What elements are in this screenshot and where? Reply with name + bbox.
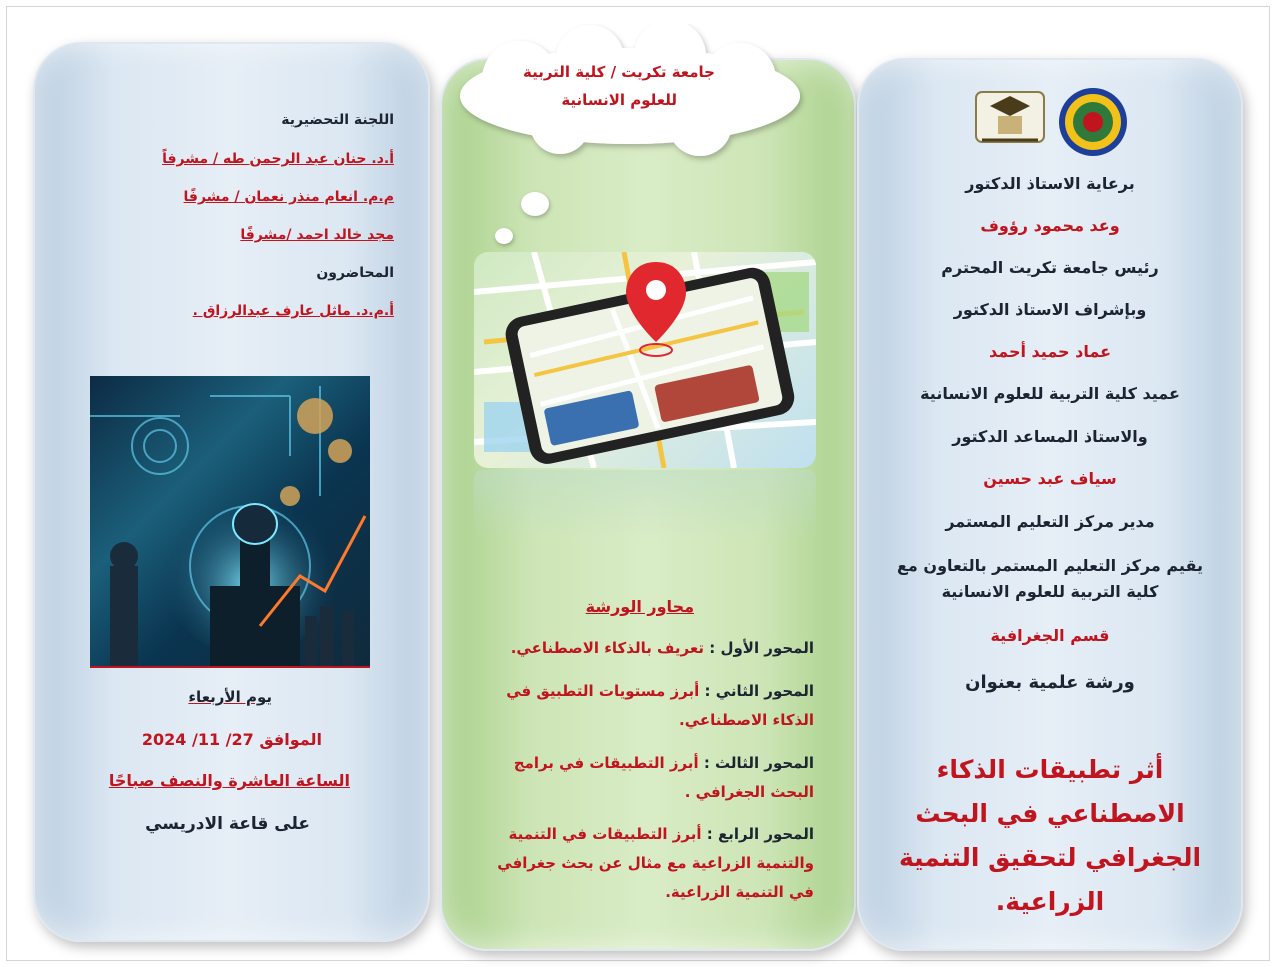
axis-text: تعريف بالذكاء الاصطناعي. bbox=[510, 639, 704, 657]
workshop-title: أثر تطبيقات الذكاء الاصطناعي في البحث الجغرافي لتحقيق التنمية الزراعية. bbox=[898, 755, 1202, 916]
cloud-text-line1: جامعة تكريت / كلية التربية bbox=[522, 63, 715, 81]
event-date: الموافق 27/ 11/ 2024 bbox=[141, 730, 322, 749]
cloud-bubble-small bbox=[495, 228, 513, 244]
organizer-line2: كلية التربية للعلوم الانسانية bbox=[941, 582, 1159, 601]
workshop-intro: ورشة علمية بعنوان bbox=[965, 672, 1135, 693]
organizer-line1: يقيم مركز التعليم المستمر بالتعاون مع bbox=[897, 556, 1203, 575]
committee-heading: اللجنة التحضيرية bbox=[281, 112, 394, 128]
director-name: سياف عبد حسين bbox=[983, 469, 1117, 488]
committee-member: مجد خالد احمد /مشرفًا bbox=[240, 227, 394, 243]
event-day: يوم الأربعاء bbox=[188, 688, 272, 706]
department-name: قسم الجغرافية bbox=[990, 626, 1110, 645]
lecturer-name: أ.م.د. ماثل عارف عبدالرزاق . bbox=[192, 303, 394, 319]
event-time: الساعة العاشرة والنصف صباحًا bbox=[108, 771, 350, 790]
axis-item bbox=[484, 749, 814, 807]
ai-robot-illustration bbox=[90, 376, 370, 668]
axis-item bbox=[484, 677, 814, 735]
axis-text: أبرز التطبيقات في التنمية والتنمية الزراعية مع مثال عن بحث جغرافي في التنمية الزراعية. bbox=[497, 825, 814, 901]
patron-title: رئيس جامعة تكريت المحترم bbox=[941, 258, 1159, 277]
axis-label: المحور الثاني : bbox=[704, 682, 814, 700]
patron-name: وعد محمود رؤوف bbox=[980, 216, 1120, 235]
college-emblem-icon bbox=[1056, 86, 1130, 158]
assistant-intro: والاستاذ المساعد الدكتور bbox=[952, 427, 1148, 446]
cloud-bubble-large bbox=[521, 192, 549, 216]
director-title: مدير مركز التعليم المستمر bbox=[945, 512, 1155, 531]
dean-name: عماد حميد أحمد bbox=[988, 342, 1112, 361]
cloud-text-line2: للعلوم الانسانية bbox=[561, 91, 677, 109]
committee-member: أ.د. حنان عبد الرحمن طه / مشرفاً bbox=[162, 151, 394, 167]
university-emblem-icon bbox=[970, 86, 1050, 150]
axis-label: المحور الرابع : bbox=[706, 825, 814, 843]
axis-label: المحور الثالث : bbox=[703, 754, 814, 772]
smartphone-map-image bbox=[474, 252, 816, 468]
phone-reflection bbox=[474, 470, 816, 540]
committee-member: م.م. انعام منذر نعمان / مشرفًا bbox=[183, 189, 394, 205]
axis-label: المحور الأول : bbox=[709, 639, 814, 657]
axis-item bbox=[484, 634, 814, 663]
patron-intro: برعاية الاستاذ الدكتور bbox=[965, 174, 1135, 193]
axis-text: أبرز التطبيقات في برامج البحث الجغرافي . bbox=[513, 754, 814, 801]
axis-text: أبرز مستويات التطبيق في الذكاء الاصطناعي. bbox=[506, 682, 814, 729]
axis-item bbox=[484, 820, 814, 907]
supervision-intro: وبإشراف الاستاذ الدكتور bbox=[953, 300, 1147, 319]
dean-title: عميد كلية التربية للعلوم الانسانية bbox=[920, 384, 1180, 403]
axes-heading: محاور الورشة bbox=[585, 597, 694, 616]
lecturers-heading: المحاضرون bbox=[316, 265, 394, 281]
event-venue: على قاعة الادريسي bbox=[145, 814, 310, 834]
